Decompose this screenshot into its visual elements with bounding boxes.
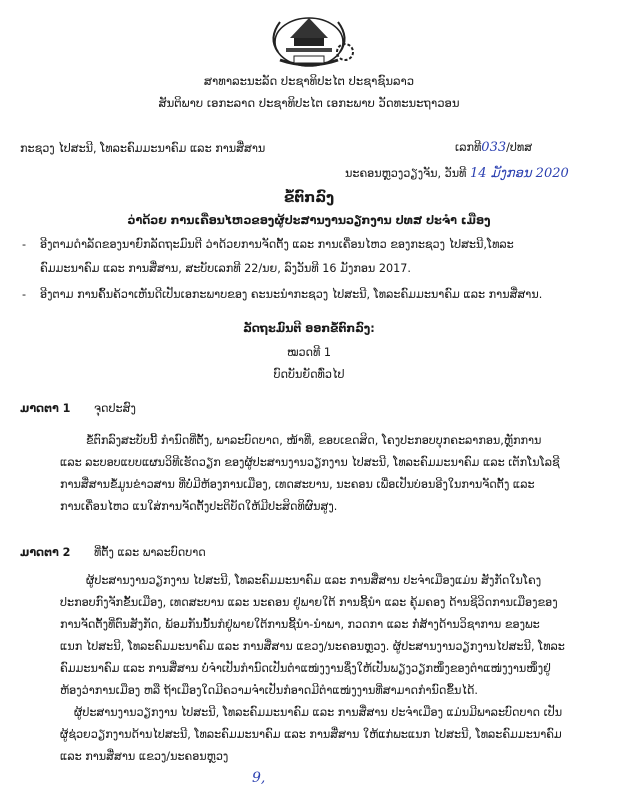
document-type: ຂໍ້ຕົກລົງ [283,190,335,206]
document-number-value: 033 [481,140,507,155]
article-line: ການສື່ສານຂໍ້ມູນຂ່າວສານ ທີ່ບໍ່ມີຫ້ອງການເມືອງ, ເທດສະບານ, ນະຄອນ ເພື່ອເປັນບ່ອນອີງໃນການຈັດຕັ້ງ ແລະ [60,478,535,491]
national-motto: ສັນຕິພາບ ເອກະລາດ ປະຊາທິປະໄຕ ເອກະພາບ ວັດທະນະຖາວອນ [158,96,460,110]
article-title: ຈຸດປະສົງ [94,402,136,415]
reference-bullet: - [22,288,27,301]
place-date [345,166,569,181]
article-line: ຜູ້ປະສານງານວຽກງານ ໄປສະນີ, ໂທລະຄົມມະນາຄົມ ແລະ ການສື່ສານ ປະຈຳເມືອງແມ່ນ ສັງກັດໃນໂຄງ [86,574,542,587]
reference-line: ອີງຕາມ ການຄົ້ນຄ້ວາເຫັນດີເປັນເອກະພາບຂອງ ຄະນະນຳກະຊວງ ໄປສະນີ, ໂທລະຄົມມະນາຄົມ ແລະ ການສື່ສານ. [40,288,543,301]
article-line: ການຈັດຕັ້ງທີ່ຕົນສັງກັດ, ພ້ອມກັນນັ້ນກໍຢູ່ພາຍໃຕ້ການຊີ້ນຳ-ນຳພາ, ກວດກາ ແລະ ກໍ່ສ້າງດ້ານວິຊາການ ຂອງພະ [60,618,540,631]
article-line: ແນກ ໄປສະນີ, ໂທລະຄົມມະນາຄົມ ແລະ ການສື່ສານ ແຂວງ/ນະຄອນຫຼວງ. ຜູ້ປະສານງານວຽກງານໄປສະນີ, ໂທລະ [60,640,565,653]
ministry-name: ກະຊວງ ໄປສະນີ, ໂທລະຄົມມະນາຄົມ ແລະ ການສື່ສານ [20,142,266,155]
document-subject: ວ່າດ້ວຍ ການເຄື່ອນໄຫວຂອງຜູ້ປະສານງານວຽກງານ ປທສ ປະຈຳ ເມືອງ [127,214,491,227]
article-body [60,430,605,518]
article-line: ຫ້ອງວ່າການເມືອງ ຫລື ຖ້າເມືອງໃດມີຄວາມຈຳເປັນກໍອາດມີຕຳແໜ່ງງານທີ່ສາມາດກຳນົດຂຶ້ນໄດ້. [60,684,478,697]
section-title: ບົດບັນຍັດທົ່ວໄປ [273,368,345,381]
article-line: ຜູ້ປະສານງານວຽກງານ ໄປສະນີ, ໂທລະຄົມມະນາຄົມ ແລະ ການສື່ສານ ປະຈຳເມືອງ ແມ່ນມີພາລະບົດບາດ ເປັນ [74,706,563,719]
article-title: ທີ່ຕັ້ງ ແລະ ພາລະບົດບາດ [94,546,206,559]
issue-date: 14 ມັງກອນ 2020 [469,166,569,181]
document-number-label: ເລກທີ [455,141,482,154]
handwritten-page-mark: 9, [252,770,266,786]
article-line: ຂໍ້ຕົກລົງສະບັບນີ້ ກຳນົດທີ່ຕັ້ງ, ພາລະບົດບາດ, ໜ້າທີ່, ຂອບເຂດສິດ, ໂຄງປະກອບບຸກຄະລາກອນ,ຫຼັກການ [86,434,542,447]
issuer-statement: ລັດຖະມົນຕີ ອອກຂໍ້ຕົກລົງ: [243,322,375,335]
article-line: ແລະ ການສື່ສານ ແຂວງ/ນະຄອນຫຼວງ [60,750,229,763]
place-date-prefix: ນະຄອນຫຼວງວຽງຈັນ, ວັນທີ [345,167,467,180]
article-line: ຜູ້ຊ່ວຍວຽກງານດ້ານໄປສະນີ, ໂທລະຄົມມະນາຄົມ ແລະ ການສື່ສານ ໃຫ້ແກ່ພະແນກ ໄປສະນີ, ໂທລະຄົມມະນາຄົມ [60,728,562,741]
document-number-suffix: /ປທສ [506,141,533,154]
reference-bullet: - [22,238,27,251]
national-emblem-icon [250,8,368,68]
article-line: ການເຄື່ອນໄຫວ ແນໃສ່ການຈັດຕັ້ງປະຕິບັດໃຫ້ມີປະສິດທິຜົນສູງ. [60,500,338,513]
reference-line: ຄົມມະນາຄົມ ແລະ ການສື່ສານ, ສະບັບເລກທີ 22/ນຍ, ລົງວັນທີ 16 ມັງກອນ 2017. [40,262,411,275]
section-number: ໝວດທີ 1 [286,346,332,359]
article-body [60,570,605,768]
article-line: ແລະ ລະບອບແບບແຜນວິທີເຮັດວຽກ ຂອງຜູ້ປະສານງານວຽກງານ ໄປສະນີ, ໂທລະຄົມມະນາຄົມ ແລະ ເຕັກໂນໂລຊີ [60,456,560,469]
article-label: ມາດຕາ 2 [20,546,71,559]
document-number [455,140,532,155]
article-line: ຄົມມະນາຄົມ ແລະ ການສື່ສານ ບໍ່ຈຳເປັນກຳນົດເປັນຕຳແໜ່ງງານຊຶ່ງໃຫ້ເປັນພຽງວຽກໜຶ່ງຂອງຕຳແໜ່ງງານໜຶ່ງຢູ່ [60,662,551,675]
reference-line: ອີງຕາມດຳລັດຂອງນາຍົກລັດຖະມົນຕີ ວ່າດ້ວຍການຈັດຕັ້ງ ແລະ ການເຄື່ອນໄຫວ ຂອງກະຊວງ ໄປສະນີ,ໂທລະ [40,238,514,251]
republic-name: ສາທາລະນະລັດ ປະຊາທິປະໄຕ ປະຊາຊົນລາວ [203,74,415,88]
article-line: ປະກອບກົງຈັກຂັ້ນເມືອງ, ເທດສະບານ ແລະ ນະຄອນ ຢູ່ພາຍໃຕ້ ການຊີ້ນຳ ແລະ ຄຸ້ມຄອງ ດ້ານຊີວິດການເມືອງຂອງ [60,596,558,609]
article-label: ມາດຕາ 1 [20,402,71,415]
